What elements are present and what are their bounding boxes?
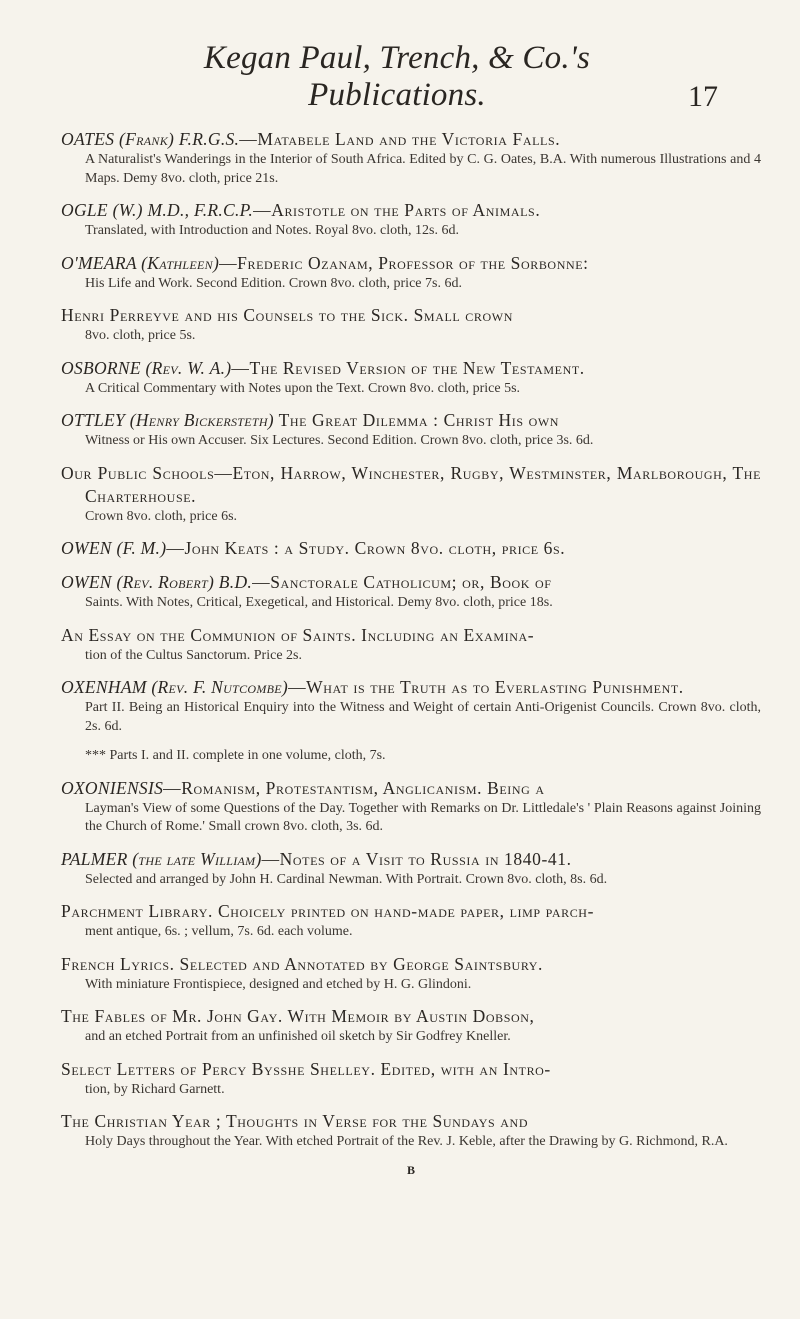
signature-mark: B [406, 1162, 415, 1177]
entry-heading [61, 1058, 761, 1081]
entry-heading [61, 537, 761, 560]
entry-heading [61, 252, 761, 275]
entry-author: OXENHAM (Rev. F. Nutcombe) [61, 677, 289, 697]
entry-title: The Great Dilemma : Christ His own [273, 410, 560, 430]
entry-heading [61, 304, 761, 327]
entry-heading [61, 199, 761, 222]
entry-description: tion of the Cultus Sanctorum. Price 2s. [85, 647, 302, 663]
entry-description: Part II. Being an Historical Enquiry into the Witness and Weight of certain Anti-Origenist Councils. Crown 8vo. cloth, 2s. 6d. [85, 700, 761, 734]
entry-heading [61, 1005, 761, 1028]
entry-description: and an etched Portrait from an unfinished oil sketch by Sir Godfrey Kneller. [85, 1029, 511, 1044]
catalogue-entry [61, 747, 761, 766]
entry-description: Saints. With Notes, Critical, Exegetical, and Historical. Demy 8vo. cloth, price 18s. [85, 595, 553, 610]
entry-title: —Romanism, Protestantism, Anglicanism. Being a [163, 777, 545, 798]
entry-author: OSBORNE (Rev. W. A.) [61, 357, 232, 378]
catalogue-entry [61, 409, 761, 451]
catalogue-entry [61, 199, 761, 241]
entry-description: 8vo. cloth, price 5s. [85, 328, 196, 343]
entry-heading [61, 953, 761, 976]
catalogue-entry [61, 1005, 761, 1047]
entry-description: Crown 8vo. cloth, price 6s. [85, 508, 238, 524]
catalogue-entry [61, 1110, 761, 1152]
entry-title: —Frederic Ozanam, Professor of the Sorbonne: [219, 252, 589, 273]
catalogue-entry [61, 128, 761, 188]
entry-author: OGLE (W.) M.D., F.R.C.P. [61, 200, 254, 220]
entry-description: A Naturalist's Wanderings in the Interior of South Africa. Edited by C. G. Oates, B.A. With numerous Illustrations and 4 Maps. Demy 8vo. cloth, price 21s. [85, 152, 761, 186]
entry-description: Selected and arranged by John H. Cardinal Newman. With Portrait. Crown 8vo. cloth, 8s. 6d. [85, 871, 608, 887]
catalogue-entry [61, 537, 761, 560]
entry-title: —Notes of a Visit to Russia in 1840-41. [261, 848, 572, 869]
entry-author: PALMER (the late William) [61, 848, 262, 869]
entry-title: Henri Perreyve and his Counsels to the Sick. Small crown [61, 305, 513, 325]
entry-heading [61, 676, 761, 699]
catalogue-entry [61, 252, 761, 294]
entry-heading [61, 357, 761, 380]
catalogue-entry [61, 953, 761, 995]
entry-description: *** Parts I. and II. complete in one volume, cloth, 7s. [85, 748, 386, 763]
entry-heading [61, 1110, 761, 1133]
entry-title: —Sanctorale Catholicum; or, Book of [252, 572, 552, 592]
page-number: 17 [688, 80, 718, 113]
catalogue-entry [61, 624, 761, 666]
catalogue-entry [61, 777, 761, 837]
entry-heading [61, 128, 761, 151]
entry-author: O'MEARA (Kathleen) [61, 252, 220, 273]
entry-description: Translated, with Introduction and Notes. Royal 8vo. cloth, 12s. 6d. [85, 223, 459, 238]
entry-title: Select Letters of Percy Bysshe Shelley. Edited, with an Intro- [61, 1058, 551, 1079]
running-header [118, 40, 718, 114]
entry-title: An Essay on the Communion of Saints. Including an Examina- [61, 624, 535, 645]
entry-description: ment antique, 6s. ; vellum, 7s. 6d. each volume. [85, 924, 353, 939]
catalogue-entry [61, 676, 761, 736]
catalogue-entry [61, 848, 761, 890]
entry-author: OXONIENSIS [61, 777, 164, 798]
entry-author: OWEN (F. M.) [61, 538, 167, 558]
entry-title: The Christian Year ; Thoughts in Verse for the Sundays and [61, 1111, 529, 1131]
entry-description: Holy Days throughout the Year. With etched Portrait of the Rev. J. Keble, after the Drawing by G. Richmond, R.A. [85, 1134, 728, 1149]
catalogue-entry [61, 1058, 761, 1100]
entry-title: Our Public Schools—Eton, Harrow, Winchester, Rugby, Westminster, Marlborough, The Charterhouse. [61, 462, 761, 506]
catalogue-entry [61, 304, 761, 346]
entry-description: With miniature Frontispiece, designed and etched by H. G. Glindoni. [85, 976, 472, 992]
entry-description: Witness or His own Accuser. Six Lectures. Second Edition. Crown 8vo. cloth, price 3s. 6d. [85, 433, 594, 448]
entry-list [61, 128, 761, 1178]
entry-heading [61, 777, 761, 800]
entry-heading [61, 462, 761, 508]
entry-heading [61, 624, 761, 647]
entry-description: A Critical Commentary with Notes upon the Text. Crown 8vo. cloth, price 5s. [85, 380, 521, 396]
entry-heading [61, 848, 761, 871]
entry-heading [61, 571, 761, 594]
entry-title: —The Revised Version of the New Testament. [231, 357, 585, 378]
entry-description: tion, by Richard Garnett. [85, 1081, 225, 1097]
entry-title: The Fables of Mr. John Gay. With Memoir by Austin Dobson, [61, 1006, 535, 1026]
catalogue-entry [61, 900, 761, 942]
entry-heading [61, 900, 761, 923]
entry-title: French Lyrics. Selected and Annotated by George Saintsbury. [61, 953, 544, 974]
entry-title: —John Keats : a Study. Crown 8vo. cloth, price 6s. [166, 538, 566, 558]
catalogue-entry [61, 357, 761, 399]
entry-heading [61, 409, 761, 432]
entry-title: —Matabele Land and the Victoria Falls. [239, 129, 561, 149]
entry-title: —Aristotle on the Parts of Animals. [253, 200, 541, 220]
entry-title: —What is the Truth as to Everlasting Punishment. [288, 677, 684, 697]
entry-author: OWEN (Rev. Robert) B.D. [61, 572, 253, 592]
entry-description: Layman's View of some Questions of the Day. Together with Remarks on Dr. Littledale's ' Plain Reasons against Joining the Church of Rome.' Small crown 8vo. cloth, 3s. 6d. [85, 800, 761, 834]
entry-author: OTTLEY (Henry Bickersteth) [61, 410, 274, 430]
running-title: Kegan Paul, Trench, & Co.'s Publications. [203, 40, 591, 113]
catalogue-entry [61, 571, 761, 613]
entry-description: His Life and Work. Second Edition. Crown 8vo. cloth, price 7s. 6d. [85, 275, 462, 291]
catalogue-entry [61, 462, 761, 527]
entry-title: Parchment Library. Choicely printed on hand-made paper, limp parch- [61, 901, 594, 921]
entry-author: OATES (Frank) F.R.G.S. [61, 129, 240, 149]
